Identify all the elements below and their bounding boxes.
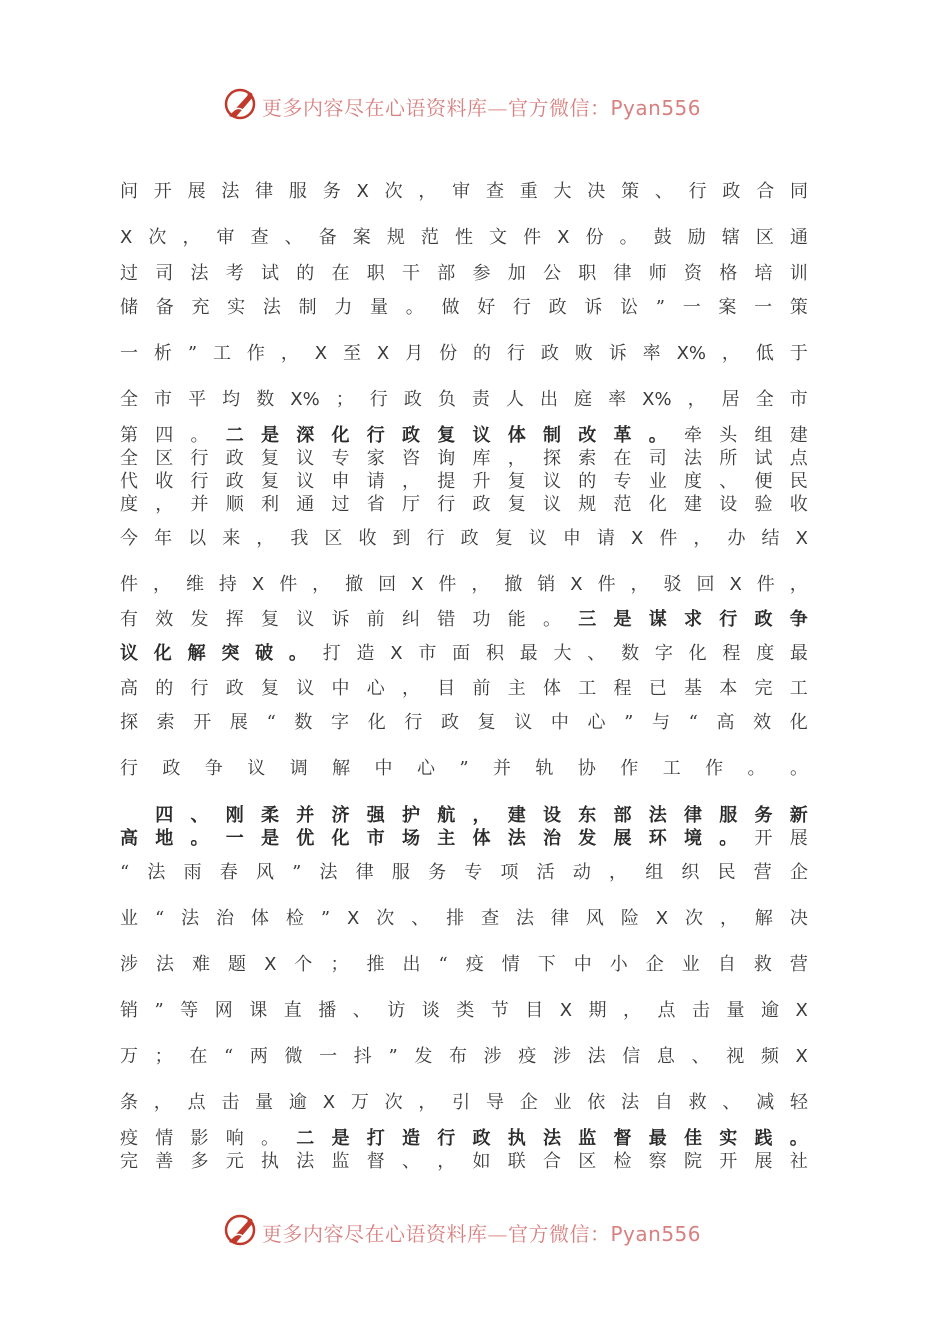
pen-logo-icon (223, 1212, 259, 1248)
text-line: 储 备 充 实 法 制 力 量 。 做 好 行 政 诉 讼 ” 一 案 一 策 (120, 297, 808, 318)
text-line: “ 法 雨 春 风 ” 法 律 服 务 专 项 活 动 ， 组 织 民 营 企 (120, 862, 808, 883)
text-line: 完 善 多 元 执 法 监 督 、 ， 如 联 合 区 检 察 院 开 展 社 (120, 1151, 808, 1172)
text-line: 代 收 行 政 复 议 申 请 ， 提 升 复 议 的 专 业 度 、 便 民 (120, 471, 808, 492)
text-line: 疫 情 影 响 。 二 是 打 造 行 政 执 法 监 督 最 佳 实 践 。 (120, 1128, 808, 1149)
banner-text-id: Pyan556 (610, 1222, 702, 1246)
text-line: 件 ， 维 持 X 件 ， 撤 回 X 件 ， 撤 销 X 件 ， 驳 回 X 件 ， (120, 574, 808, 595)
banner-text (262, 92, 701, 121)
text-line: 一 析 ” 工 作 ， X 至 X 月 份 的 行 政 败 诉 率 X% ， 低 于 (120, 343, 808, 364)
text-line: 全 市 平 均 数 X% ； 行 政 负 责 人 出 庭 率 X% ， 居 全 市 (120, 389, 808, 410)
banner-text (262, 1218, 701, 1247)
banner-text-cn: 更多内容尽在心语资料库 (262, 1222, 488, 1246)
pen-logo-icon (223, 86, 259, 122)
text-line: 条 ， 点 击 量 逾 X 万 次 ， 引 导 企 业 依 法 自 救 、 减 轻 (120, 1092, 808, 1113)
text-line: 议 化 解 突 破 。 打 造 X 市 面 积 最 大 、 数 字 化 程 度 最 (120, 643, 808, 664)
banner-text-id: Pyan556 (610, 96, 702, 120)
text-line: 销 ” 等 网 课 直 播 、 访 谈 类 节 目 X 期 ， 点 击 量 逾 X (120, 1000, 808, 1021)
banner-text-cn: 更多内容尽在心语资料库 (262, 96, 488, 120)
text-line: 高 的 行 政 复 议 中 心 ， 目 前 主 体 工 程 已 基 本 完 工 (120, 678, 808, 699)
header-watermark-banner (0, 84, 950, 128)
banner-text-wx: 官方微信： (508, 96, 611, 120)
text-line: 四 、 刚 柔 并 济 强 护 航 ， 建 设 东 部 法 律 服 务 新 (155, 805, 808, 826)
text-line: 探 索 开 展 “ 数 字 化 行 政 复 议 中 心 ” 与 “ 高 效 化 (120, 712, 808, 733)
text-line: 有 效 发 挥 复 议 诉 前 纠 错 功 能 。 三 是 谋 求 行 政 争 (120, 609, 808, 630)
text-line: 全 区 行 政 复 议 专 家 咨 询 库 ， 探 索 在 司 法 所 试 点 (120, 448, 808, 469)
banner-dash: — (487, 96, 508, 120)
banner-text-wx: 官方微信： (508, 1222, 611, 1246)
footer-watermark-banner (0, 1210, 950, 1254)
text-line: 业 “ 法 治 体 检 ” X 次 、 排 查 法 律 风 险 X 次 ， 解 决 (120, 908, 808, 929)
text-line: 涉 法 难 题 X 个 ； 推 出 “ 疫 情 下 中 小 企 业 自 救 营 (120, 954, 808, 975)
text-line: X 次 ， 审 查 、 备 案 规 范 性 文 件 X 份 。 鼓 励 辖 区 通 (120, 227, 808, 248)
text-line: 今 年 以 来 ， 我 区 收 到 行 政 复 议 申 请 X 件 ， 办 结 X (120, 528, 808, 549)
text-line: 行 政 争 议 调 解 中 心 ” 并 轨 协 作 工 作 。 。 (120, 758, 808, 779)
text-line: 万 ； 在 “ 两 微 一 抖 ” 发 布 涉 疫 涉 法 信 息 、 视 频 X (120, 1046, 808, 1067)
text-line: 第 四 。 二 是 深 化 行 政 复 议 体 制 改 革 。 牵 头 组 建 (120, 425, 808, 446)
text-line: 度 ， 并 顺 利 通 过 省 厅 行 政 复 议 规 范 化 建 设 验 收 (120, 494, 808, 515)
text-line: 过 司 法 考 试 的 在 职 干 部 参 加 公 职 律 师 资 格 培 训 (120, 263, 808, 284)
banner-dash: — (487, 1222, 508, 1246)
text-line: 高 地 。 一 是 优 化 市 场 主 体 法 治 发 展 环 境 。 开 展 (120, 828, 808, 849)
text-line: 问 开 展 法 律 服 务 X 次 ， 审 查 重 大 决 策 、 行 政 合 同 (120, 181, 808, 202)
